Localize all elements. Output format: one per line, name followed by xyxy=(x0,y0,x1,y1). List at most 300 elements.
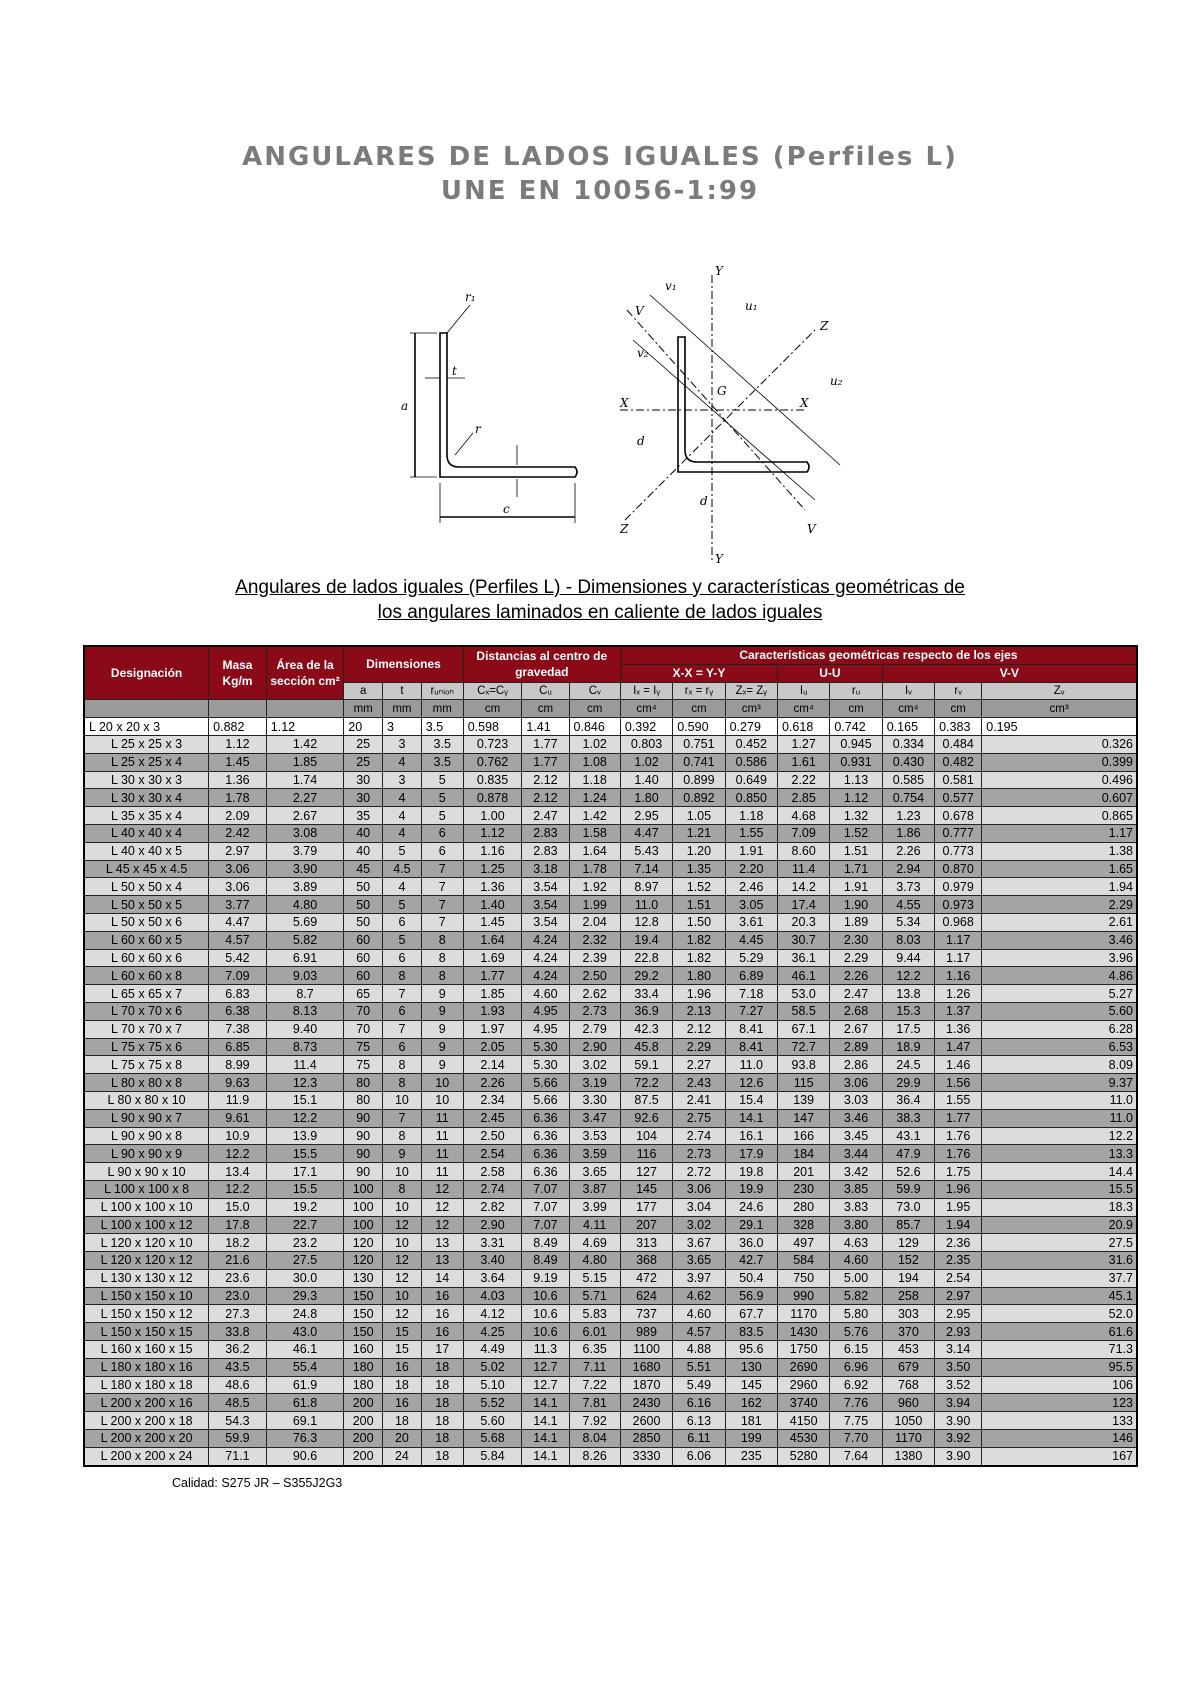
value-cell: 3.18 xyxy=(522,860,569,878)
value-cell: 73.0 xyxy=(882,1198,934,1216)
value-cell: 8.09 xyxy=(982,1056,1137,1074)
value-cell: 67.7 xyxy=(725,1305,777,1323)
value-cell: 4.24 xyxy=(522,967,569,985)
designation-cell: L 40 x 40 x 4 xyxy=(84,824,209,842)
value-cell: 14.1 xyxy=(522,1394,569,1412)
value-cell: 5.42 xyxy=(209,949,267,967)
value-cell: 4.86 xyxy=(982,967,1137,985)
value-cell: 56.9 xyxy=(725,1287,777,1305)
value-cell: 11 xyxy=(421,1109,463,1127)
value-cell: 2.05 xyxy=(463,1038,522,1056)
value-cell: 18 xyxy=(383,1376,422,1394)
value-cell: 1.25 xyxy=(463,860,522,878)
value-cell: 5.83 xyxy=(569,1305,620,1323)
value-cell: 17.1 xyxy=(266,1163,344,1181)
value-cell: 19.4 xyxy=(620,931,672,949)
value-cell: 23.6 xyxy=(209,1269,267,1287)
table-row xyxy=(84,949,1137,967)
value-cell: 5.00 xyxy=(830,1269,882,1287)
value-cell: 8.04 xyxy=(569,1430,620,1448)
value-cell: 737 xyxy=(620,1305,672,1323)
table-row xyxy=(84,1002,1137,1020)
value-cell: 679 xyxy=(882,1358,934,1376)
table-row xyxy=(84,1198,1137,1216)
label-u1: u₁ xyxy=(745,299,758,313)
value-cell: 2.12 xyxy=(673,1020,725,1038)
value-cell: 3.02 xyxy=(569,1056,620,1074)
value-cell: 1.52 xyxy=(830,824,882,842)
value-cell: 1.58 xyxy=(569,824,620,842)
value-cell: 2.26 xyxy=(830,967,882,985)
value-cell: 3.87 xyxy=(569,1180,620,1198)
table-row xyxy=(84,1358,1137,1376)
value-cell: 9 xyxy=(383,1145,422,1163)
value-cell: 12.2 xyxy=(209,1145,267,1163)
value-cell: 280 xyxy=(777,1198,829,1216)
value-cell: 61.9 xyxy=(266,1376,344,1394)
value-cell: 5.30 xyxy=(522,1038,569,1056)
value-cell: 1.47 xyxy=(935,1038,982,1056)
value-cell: 8.49 xyxy=(522,1234,569,1252)
value-cell: 2.83 xyxy=(522,824,569,842)
right-profile-drawing xyxy=(620,275,840,560)
label-a: a xyxy=(401,399,409,413)
value-cell: 9 xyxy=(421,985,463,1003)
properties-table-wrapper xyxy=(83,645,1138,1467)
value-cell: 0.334 xyxy=(882,735,934,753)
value-cell: 1.99 xyxy=(569,896,620,914)
value-cell: 5.76 xyxy=(830,1323,882,1341)
value-cell: 95.6 xyxy=(725,1341,777,1359)
value-cell: 3.61 xyxy=(725,913,777,931)
value-cell: 0.723 xyxy=(463,735,522,753)
header-caracteristicas: Características geométricas respecto de los ejes xyxy=(620,646,1137,664)
value-cell: 2.67 xyxy=(830,1020,882,1038)
designation-cell: L 150 x 150 x 12 xyxy=(84,1305,209,1323)
value-cell: 0.399 xyxy=(982,753,1137,771)
value-cell: 3.90 xyxy=(266,860,344,878)
value-cell: 8 xyxy=(383,1074,422,1092)
table-caption xyxy=(130,575,1070,625)
value-cell: 18 xyxy=(421,1430,463,1448)
value-cell: 10.6 xyxy=(522,1305,569,1323)
value-cell: 3.53 xyxy=(569,1127,620,1145)
value-cell: 1.80 xyxy=(673,967,725,985)
value-cell: 12.7 xyxy=(522,1358,569,1376)
value-cell: 5.68 xyxy=(463,1430,522,1448)
value-cell: 40 xyxy=(344,824,383,842)
value-cell: 0.577 xyxy=(935,789,982,807)
value-cell: 0.430 xyxy=(882,753,934,771)
value-cell: 1.78 xyxy=(209,789,267,807)
value-cell: 6.01 xyxy=(569,1323,620,1341)
value-cell: 37.7 xyxy=(982,1269,1137,1287)
value-cell: 4.80 xyxy=(266,896,344,914)
value-cell: 3.31 xyxy=(463,1234,522,1252)
value-cell: 0.165 xyxy=(882,718,934,736)
value-cell: 2960 xyxy=(777,1376,829,1394)
table-row xyxy=(84,1287,1137,1305)
value-cell: 152 xyxy=(882,1252,934,1270)
value-cell: 147 xyxy=(777,1109,829,1127)
value-cell: 120 xyxy=(344,1234,383,1252)
table-row xyxy=(84,1074,1137,1092)
value-cell: 0.618 xyxy=(777,718,829,736)
value-cell: 3.03 xyxy=(830,1091,882,1109)
value-cell: 3.46 xyxy=(982,931,1137,949)
value-cell: 6.13 xyxy=(673,1412,725,1430)
value-cell: 6.53 xyxy=(982,1038,1137,1056)
value-cell: 5.02 xyxy=(463,1358,522,1376)
value-cell: 1.08 xyxy=(569,753,620,771)
value-cell: 2.90 xyxy=(569,1038,620,1056)
value-cell: 48.6 xyxy=(209,1376,267,1394)
value-cell: 2430 xyxy=(620,1394,672,1412)
value-cell: 1.93 xyxy=(463,1002,522,1020)
value-cell: 2.47 xyxy=(830,985,882,1003)
value-cell: 0.581 xyxy=(935,771,982,789)
value-cell: 0.496 xyxy=(982,771,1137,789)
value-cell: 52.0 xyxy=(982,1305,1137,1323)
value-cell: 59.9 xyxy=(882,1180,934,1198)
value-cell: 30.7 xyxy=(777,931,829,949)
page-title xyxy=(0,140,1200,208)
value-cell: 1.36 xyxy=(463,878,522,896)
value-cell: 0.945 xyxy=(830,735,882,753)
value-cell: 3.06 xyxy=(209,860,267,878)
value-cell: 4 xyxy=(383,753,422,771)
value-cell: 16 xyxy=(383,1358,422,1376)
value-cell: 2.41 xyxy=(673,1091,725,1109)
designation-cell: L 35 x 35 x 4 xyxy=(84,807,209,825)
value-cell: 3.06 xyxy=(209,878,267,896)
value-cell: 5.15 xyxy=(569,1269,620,1287)
value-cell: 0.452 xyxy=(725,735,777,753)
value-cell: 2.39 xyxy=(569,949,620,967)
value-cell: 71.1 xyxy=(209,1447,267,1465)
value-cell: 4530 xyxy=(777,1430,829,1448)
unit-cell: cm⁴ xyxy=(882,700,934,718)
value-cell: 18 xyxy=(383,1412,422,1430)
value-cell: 54.3 xyxy=(209,1412,267,1430)
value-cell: 1.56 xyxy=(935,1074,982,1092)
value-cell: 0.762 xyxy=(463,753,522,771)
value-cell: 10 xyxy=(383,1287,422,1305)
value-cell: 12 xyxy=(383,1269,422,1287)
value-cell: 0.678 xyxy=(935,807,982,825)
value-cell: 53.0 xyxy=(777,985,829,1003)
value-cell: 4.47 xyxy=(620,824,672,842)
unit-cell: cm xyxy=(463,700,522,718)
value-cell: 166 xyxy=(777,1127,829,1145)
designation-cell: L 200 x 200 x 20 xyxy=(84,1430,209,1448)
unit-cell: cm⁴ xyxy=(620,700,672,718)
value-cell: 150 xyxy=(344,1287,383,1305)
value-cell: 2600 xyxy=(620,1412,672,1430)
table-row xyxy=(84,1038,1137,1056)
value-cell: 1.89 xyxy=(830,913,882,931)
value-cell: 12 xyxy=(421,1216,463,1234)
table-row xyxy=(84,842,1137,860)
value-cell: 6.91 xyxy=(266,949,344,967)
value-cell: 12.3 xyxy=(266,1074,344,1092)
value-cell: 25 xyxy=(344,735,383,753)
value-cell: 7.70 xyxy=(830,1430,882,1448)
value-cell: 6.38 xyxy=(209,1002,267,1020)
value-cell: 22.7 xyxy=(266,1216,344,1234)
table-row xyxy=(84,1109,1137,1127)
value-cell: 3.46 xyxy=(830,1109,882,1127)
value-cell: 2.74 xyxy=(463,1180,522,1198)
value-cell: 10 xyxy=(383,1198,422,1216)
label-z-bottom: Z xyxy=(620,522,629,536)
value-cell: 3.5 xyxy=(421,718,463,736)
header-axis-vv: V-V xyxy=(882,664,1137,682)
value-cell: 20 xyxy=(344,718,383,736)
value-cell: 1.21 xyxy=(673,824,725,842)
value-cell: 80 xyxy=(344,1091,383,1109)
value-cell: 12.2 xyxy=(982,1127,1137,1145)
value-cell: 4.57 xyxy=(673,1323,725,1341)
value-cell: 17.5 xyxy=(882,1020,934,1038)
value-cell: 1680 xyxy=(620,1358,672,1376)
value-cell: 1.32 xyxy=(830,807,882,825)
value-cell: 6.36 xyxy=(522,1127,569,1145)
value-cell: 1.18 xyxy=(569,771,620,789)
value-cell: 1.36 xyxy=(209,771,267,789)
value-cell: 0.773 xyxy=(935,842,982,860)
designation-cell: L 70 x 70 x 6 xyxy=(84,1002,209,1020)
subheader-cell: a xyxy=(344,682,383,700)
value-cell: 1.00 xyxy=(463,807,522,825)
value-cell: 1.80 xyxy=(620,789,672,807)
value-cell: 1.91 xyxy=(830,878,882,896)
value-cell: 0.931 xyxy=(830,753,882,771)
table-row xyxy=(84,1447,1137,1465)
value-cell: 60 xyxy=(344,949,383,967)
value-cell: 21.6 xyxy=(209,1252,267,1270)
value-cell: 43.1 xyxy=(882,1127,934,1145)
value-cell: 45 xyxy=(344,860,383,878)
label-c: c xyxy=(503,502,510,516)
value-cell: 0.585 xyxy=(882,771,934,789)
value-cell: 303 xyxy=(882,1305,934,1323)
value-cell: 60 xyxy=(344,967,383,985)
value-cell: 1.13 xyxy=(830,771,882,789)
value-cell: 2.73 xyxy=(673,1145,725,1163)
label-x-left: X xyxy=(620,396,629,410)
value-cell: 497 xyxy=(777,1234,829,1252)
value-cell: 0.742 xyxy=(830,718,882,736)
value-cell: 6.16 xyxy=(673,1394,725,1412)
value-cell: 2.36 xyxy=(935,1234,982,1252)
value-cell: 1.55 xyxy=(725,824,777,842)
value-cell: 3.45 xyxy=(830,1127,882,1145)
value-cell: 8.41 xyxy=(725,1020,777,1038)
value-cell: 3330 xyxy=(620,1447,672,1465)
value-cell: 5 xyxy=(421,789,463,807)
value-cell: 3.30 xyxy=(569,1091,620,1109)
value-cell: 36.1 xyxy=(777,949,829,967)
units-row xyxy=(84,700,1137,718)
value-cell: 71.3 xyxy=(982,1341,1137,1359)
value-cell: 8 xyxy=(383,967,422,985)
value-cell: 11.9 xyxy=(209,1091,267,1109)
value-cell: 5.66 xyxy=(522,1091,569,1109)
value-cell: 1.27 xyxy=(777,735,829,753)
value-cell: 29.1 xyxy=(725,1216,777,1234)
value-cell: 67.1 xyxy=(777,1020,829,1038)
label-t: t xyxy=(452,364,457,378)
quality-note: Calidad: S275 JR – S355J2G3 xyxy=(172,1476,343,1490)
value-cell: 4.47 xyxy=(209,913,267,931)
value-cell: 3.59 xyxy=(569,1145,620,1163)
designation-cell: L 75 x 75 x 8 xyxy=(84,1056,209,1074)
value-cell: 90 xyxy=(344,1109,383,1127)
value-cell: 13 xyxy=(421,1252,463,1270)
value-cell: 0.846 xyxy=(569,718,620,736)
value-cell: 6.92 xyxy=(830,1376,882,1394)
value-cell: 5.52 xyxy=(463,1394,522,1412)
subheader-cell: t xyxy=(383,682,422,700)
value-cell: 61.6 xyxy=(982,1323,1137,1341)
table-row xyxy=(84,1234,1137,1252)
value-cell: 2.54 xyxy=(463,1145,522,1163)
value-cell: 4.69 xyxy=(569,1234,620,1252)
value-cell: 8.73 xyxy=(266,1038,344,1056)
value-cell: 5.34 xyxy=(882,913,934,931)
value-cell: 7.07 xyxy=(522,1180,569,1198)
value-cell: 2.62 xyxy=(569,985,620,1003)
value-cell: 3.89 xyxy=(266,878,344,896)
header-area: Área de la sección cm² xyxy=(266,646,344,700)
value-cell: 100 xyxy=(344,1180,383,1198)
value-cell: 0.882 xyxy=(209,718,267,736)
value-cell: 14.1 xyxy=(725,1109,777,1127)
value-cell: 92.6 xyxy=(620,1109,672,1127)
value-cell: 989 xyxy=(620,1323,672,1341)
table-row xyxy=(84,1430,1137,1448)
value-cell: 6.85 xyxy=(209,1038,267,1056)
value-cell: 146 xyxy=(982,1430,1137,1448)
value-cell: 6.36 xyxy=(522,1145,569,1163)
value-cell: 2.27 xyxy=(673,1056,725,1074)
value-cell: 8 xyxy=(383,1180,422,1198)
value-cell: 1380 xyxy=(882,1447,934,1465)
value-cell: 990 xyxy=(777,1287,829,1305)
value-cell: 8.99 xyxy=(209,1056,267,1074)
value-cell: 2.61 xyxy=(982,913,1137,931)
table-row xyxy=(84,1323,1137,1341)
value-cell: 3.67 xyxy=(673,1234,725,1252)
value-cell: 3.99 xyxy=(569,1198,620,1216)
value-cell: 8 xyxy=(421,949,463,967)
value-cell: 4.5 xyxy=(383,860,422,878)
value-cell: 1.61 xyxy=(777,753,829,771)
designation-cell: L 90 x 90 x 9 xyxy=(84,1145,209,1163)
label-y-top: Y xyxy=(715,265,723,278)
value-cell: 1.85 xyxy=(463,985,522,1003)
value-cell: 9 xyxy=(421,1002,463,1020)
value-cell: 5 xyxy=(421,771,463,789)
value-cell: 50 xyxy=(344,878,383,896)
value-cell: 9.19 xyxy=(522,1269,569,1287)
value-cell: 2.50 xyxy=(463,1127,522,1145)
value-cell: 5.49 xyxy=(673,1376,725,1394)
value-cell: 1.51 xyxy=(830,842,882,860)
value-cell: 1.77 xyxy=(463,967,522,985)
value-cell: 15.1 xyxy=(266,1091,344,1109)
value-cell: 3.42 xyxy=(830,1163,882,1181)
value-cell: 4.12 xyxy=(463,1305,522,1323)
value-cell: 1.42 xyxy=(266,735,344,753)
value-cell: 2.82 xyxy=(463,1198,522,1216)
value-cell: 1.90 xyxy=(830,896,882,914)
value-cell: 2.58 xyxy=(463,1163,522,1181)
value-cell: 150 xyxy=(344,1305,383,1323)
subheader-cell: Iᵤ xyxy=(777,682,829,700)
value-cell: 8.49 xyxy=(522,1252,569,1270)
value-cell: 3740 xyxy=(777,1394,829,1412)
value-cell: 5.10 xyxy=(463,1376,522,1394)
value-cell: 3.40 xyxy=(463,1252,522,1270)
label-d: d xyxy=(637,434,645,448)
value-cell: 139 xyxy=(777,1091,829,1109)
value-cell: 14.2 xyxy=(777,878,829,896)
value-cell: 1.12 xyxy=(209,735,267,753)
value-cell: 3.06 xyxy=(673,1180,725,1198)
label-d2: d xyxy=(700,494,708,508)
value-cell: 12.7 xyxy=(522,1376,569,1394)
value-cell: 4.24 xyxy=(522,949,569,967)
value-cell: 9 xyxy=(421,1056,463,1074)
value-cell: 0.892 xyxy=(673,789,725,807)
designation-cell: L 150 x 150 x 10 xyxy=(84,1287,209,1305)
value-cell: 1.20 xyxy=(673,842,725,860)
value-cell: 1.46 xyxy=(935,1056,982,1074)
value-cell: 0.392 xyxy=(620,718,672,736)
value-cell: 0.754 xyxy=(882,789,934,807)
value-cell: 4.63 xyxy=(830,1234,882,1252)
unit-cell: cm³ xyxy=(725,700,777,718)
unit-cell: mm xyxy=(344,700,383,718)
value-cell: 15 xyxy=(383,1323,422,1341)
value-cell: 16 xyxy=(421,1323,463,1341)
value-cell: 2.54 xyxy=(935,1269,982,1287)
value-cell: 1.18 xyxy=(725,807,777,825)
value-cell: 1.23 xyxy=(882,807,934,825)
table-row xyxy=(84,1269,1137,1287)
value-cell: 29.2 xyxy=(620,967,672,985)
table-row xyxy=(84,735,1137,753)
value-cell: 2.32 xyxy=(569,931,620,949)
value-cell: 38.3 xyxy=(882,1109,934,1127)
value-cell: 3.52 xyxy=(935,1376,982,1394)
value-cell: 15 xyxy=(383,1341,422,1359)
value-cell: 1.24 xyxy=(569,789,620,807)
designation-cell: L 80 x 80 x 10 xyxy=(84,1091,209,1109)
value-cell: 6.28 xyxy=(982,1020,1137,1038)
label-g: G xyxy=(717,384,727,398)
value-cell: 29.3 xyxy=(266,1287,344,1305)
value-cell: 181 xyxy=(725,1412,777,1430)
value-cell: 4.60 xyxy=(830,1252,882,1270)
value-cell: 15.5 xyxy=(266,1180,344,1198)
value-cell: 4.62 xyxy=(673,1287,725,1305)
value-cell: 18.9 xyxy=(882,1038,934,1056)
value-cell: 11.0 xyxy=(620,896,672,914)
table-row xyxy=(84,1091,1137,1109)
